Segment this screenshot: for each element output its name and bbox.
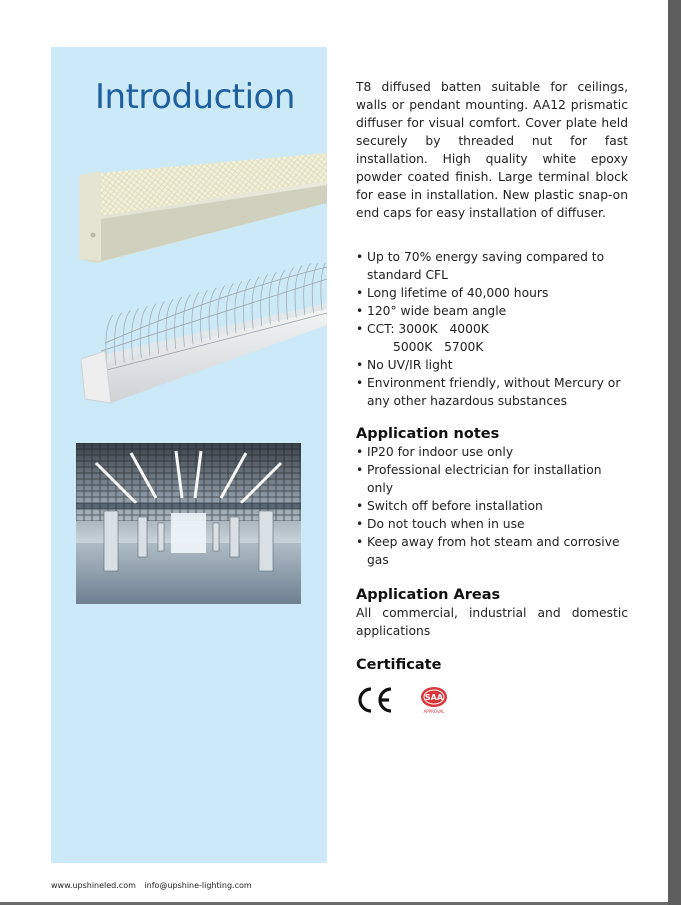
list-item: • Do not touch when in use	[356, 515, 628, 533]
list-item: • Up to 70% energy saving compared to standard CFL	[356, 248, 628, 284]
diffuser-batten-image	[77, 145, 327, 265]
list-item: • Switch off before installation	[356, 497, 628, 515]
cct-extra-values: 5000K 5700K	[393, 340, 484, 354]
wire-guard-batten-image	[81, 263, 327, 413]
page-right-edge	[668, 0, 681, 905]
footer	[51, 881, 257, 890]
ceiling-installation-photo	[76, 443, 301, 604]
list-item: • 120° wide beam angle	[356, 302, 628, 320]
feature-list	[356, 248, 628, 410]
footer-website-link[interactable]: www.upshineled.com	[51, 881, 136, 890]
footer-email-link[interactable]: info@upshine-lighting.com	[144, 881, 252, 890]
application-notes-heading: Application notes	[356, 426, 500, 442]
list-item: • Keep away from hot steam and corrosive gas	[356, 533, 628, 569]
application-areas-text: All commercial, industrial and domestic applications	[356, 606, 628, 638]
svg-text:APPROVAL: APPROVAL	[423, 709, 445, 714]
list-item: • Professional electrician for installation only	[356, 461, 628, 497]
intro-title: Introduction	[95, 77, 295, 117]
list-item: • CCT: 3000K 4000K 5000K 5700K	[356, 320, 628, 356]
svg-text:SAA: SAA	[424, 693, 444, 702]
application-notes-list	[356, 443, 628, 569]
application-areas-heading: Application Areas	[356, 587, 501, 603]
list-item: • Long lifetime of 40,000 hours	[356, 284, 628, 302]
certificate-heading: Certificate	[356, 657, 442, 673]
certificate-logos	[356, 684, 628, 724]
main-content	[356, 78, 628, 724]
intro-text: T8 diffused batten suitable for ceilings, walls or pendant mounting. AA12 prismatic diffuser for visual comfort. Cover plate held securely by threaded nut for fast installation. High quality white epoxy powder coated finish. Large terminal block for ease in installation. New plastic snap-on end caps for easy installation of diffuser.	[356, 80, 628, 220]
saa-approval-icon	[414, 685, 454, 715]
list-item: • No UV/IR light	[356, 356, 628, 374]
list-item: • Environment friendly, without Mercury or any other hazardous substances	[356, 374, 628, 410]
side-panel	[51, 47, 327, 863]
list-item: • IP20 for indoor use only	[356, 443, 628, 461]
ce-mark-icon	[356, 686, 394, 714]
